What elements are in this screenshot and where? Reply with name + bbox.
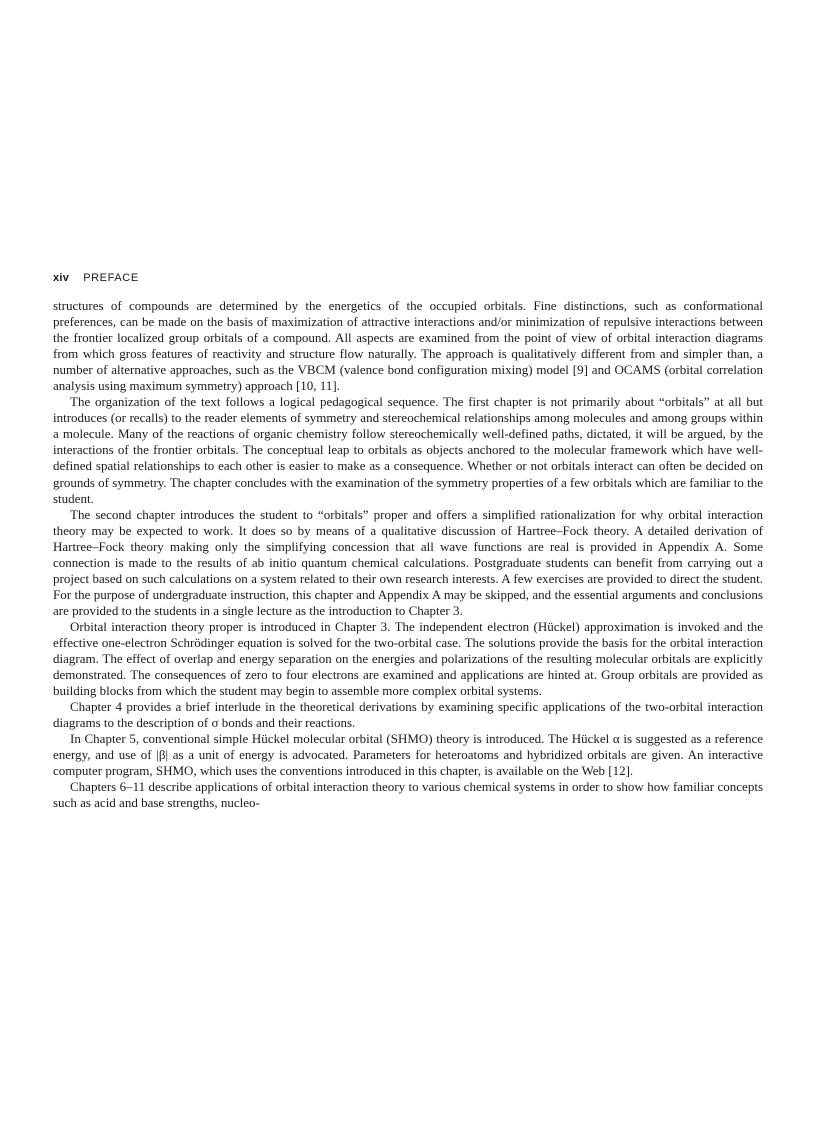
paragraph-chapter-two: The second chapter introduces the student to “orbitals” proper and offers a simplified rationalization for why orbital interaction theory may be expected to work. It does so by means of a qualitative discussion of Hartree–Fock theory. A detailed derivation of Hartree–Fock theory making only the simplifying concession that all wave functions are real is provided in Appendix A. Some connection is made to the results of ab initio quantum chemical calculations. Postgraduate students can benefit from carrying out a project based on such calculations on a system related to their own research interests. A few exercises are provided to direct the student. For the purpose of undergraduate instruction, this chapter and Appendix A may be skipped, and the essential arguments and conclusions are provided to the students in a single lecture as the introduction to Chapter 3. [53, 506, 763, 618]
running-head: PREFACE [83, 272, 139, 284]
paragraph-chapter-four: Chapter 4 provides a brief interlude in the theoretical derivations by examining specific applications of the two-orbital interaction diagrams to the description of σ bonds and their reactions. [53, 699, 763, 731]
paragraph-organization: The organization of the text follows a logical pedagogical sequence. The first chapter is not primarily about “orbitals” at all but introduces (or recalls) to the reader elements of symmetry and stereochemical relationships among molecules and among groups within a molecule. Many of the reactions of organic chemistry follow stereochemically well-defined paths, dictated, it will be argued, by the interactions of the frontier orbitals. The conceptual leap to orbitals as objects anchored to the molecular framework which have well-defined spatial relationships to each other is easier to make as a consequence. Whether or not orbitals interact can often be decided on grounds of symmetry. The chapter concludes with the examination of the symmetry properties of a few orbitals which are familiar to the student. [53, 394, 763, 506]
paragraph-chapter-five: In Chapter 5, conventional simple Hückel molecular orbital (SHMO) theory is introduced. The Hückel α is suggested as a reference energy, and use of |β| as a unit of energy is advocated. Parameters for heteroatoms and hybridized orbitals are given. An interactive computer program, SHMO, which uses the conventions introduced in this chapter, is available on the Web [12]. [53, 731, 763, 779]
paragraph-chapter-three: Orbital interaction theory proper is introduced in Chapter 3. The independent electron (Hückel) approximation is invoked and the effective one-electron Schrödinger equation is solved for the two-orbital case. The solutions provide the basis for the orbital interaction diagram. The effect of overlap and energy separation on the energies and polarizations of the resulting molecular orbitals are explicitly demonstrated. The consequences of zero to four electrons are examined and applications are hinted at. Group orbitals are provided as building blocks from which the student may begin to assemble more complex orbital systems. [53, 618, 763, 699]
page-number: xiv [53, 272, 70, 284]
body-text [53, 298, 763, 812]
paragraph-chapters-six-eleven: Chapters 6–11 describe applications of orbital interaction theory to various chemical systems in order to show how familiar concepts such as acid and base strengths, nucleo- [53, 779, 763, 811]
page-header [53, 272, 763, 290]
paragraph-continued: structures of compounds are determined by the energetics of the occupied orbitals. Fine distinctions, such as conformational preferences, can be made on the basis of maximization of attractive interactions and/or minimization of repulsive interactions between the frontier localized group orbitals of a compound. All aspects are examined from the point of view of orbital interaction diagrams from which gross features of reactivity and structure flow naturally. The approach is qualitatively different from and simpler than, a number of alternative approaches, such as the VBCM (valence bond configuration mixing) model [9] and OCAMS (orbital correlation analysis using maximum symmetry) approach [10, 11]. [53, 298, 763, 394]
